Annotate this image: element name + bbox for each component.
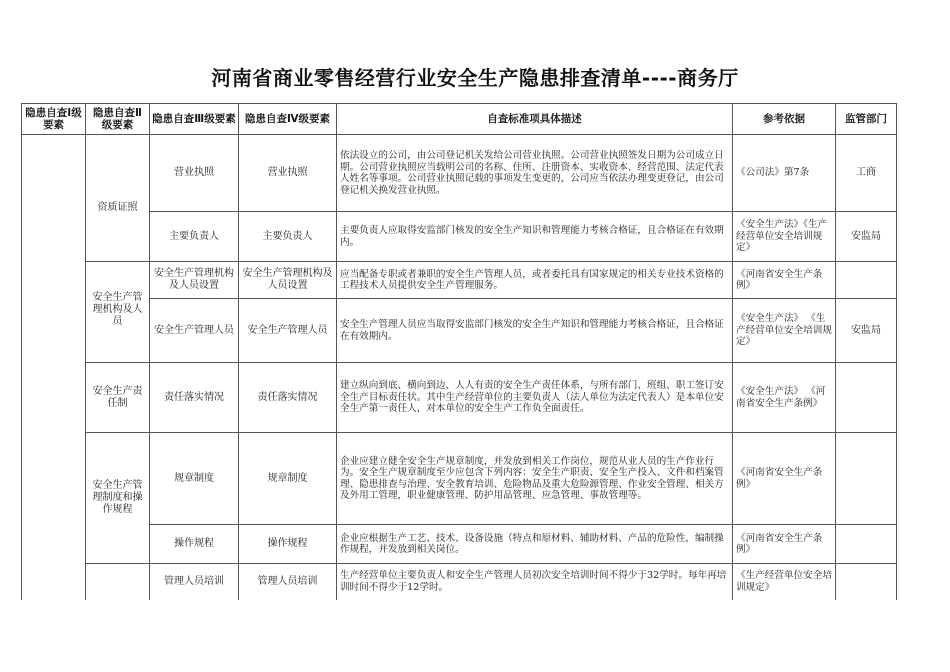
hazard-checklist-table xyxy=(21,103,897,600)
reference-cell: 《安全生产法》《生产经营单位安全培训规定》 xyxy=(733,212,836,262)
description-cell: 依法设立的公司，由公司登记机关发给公司营业执照。公司营业执照签发日期为公司成立日期。公司营业执照应当载明公司的名称、住所、注册资本、实收资本、经营范围、法定代表人姓名等事项。公司营业执照记载的事项发生变更的，公司应当依法办理变更登记，由公司登记机关换发营业执照。 xyxy=(337,135,733,212)
description-cell: 建立纵向到底、横向到边、人人有责的安全生产责任体系，与所有部门、班组、职工签订安全生产目标责任状。其中生产经营单位的主要负责人（法人单位为法定代表人）是本单位安全生产第一责任人，对本单位的安全生产工作负全面责任。 xyxy=(337,363,733,433)
department-cell xyxy=(836,262,897,299)
level3-cell: 规章制度 xyxy=(150,433,239,525)
level3-cell: 营业执照 xyxy=(150,135,239,212)
description-cell: 主要负责人应取得安监部门核发的安全生产知识和管理能力考核合格证，且合格证在有效期内。 xyxy=(337,212,733,262)
table-row xyxy=(22,299,897,363)
description-cell: 应当配备专职或者兼职的安全生产管理人员，或者委托具有国家规定的相关专业技术资格的工程技术人员提供安全生产管理服务。 xyxy=(337,262,733,299)
level3-cell: 主要负责人 xyxy=(150,212,239,262)
header-level4: 隐患自查Ⅳ级要素 xyxy=(239,104,337,135)
level4-cell: 安全生产管理机构及人员设置 xyxy=(239,262,337,299)
level3-cell: 操作规程 xyxy=(150,525,239,564)
description-cell: 企业应根据生产工艺、技术、设备设施（特点和原材料、辅助材料、产品的危险性，编制操作规程，并发放到相关岗位。 xyxy=(337,525,733,564)
department-cell xyxy=(836,363,897,433)
header-reference: 参考依据 xyxy=(733,104,836,135)
reference-cell: 《生产经营单位安全培训规定》 xyxy=(733,564,836,600)
level2-cell: 安全生产责任制 xyxy=(86,363,150,433)
level2-cell: 安全生产管理制度和操作规程 xyxy=(86,433,150,564)
level4-cell: 管理人员培训 xyxy=(239,564,337,600)
reference-cell: 《河南省安全生产条例》 xyxy=(733,262,836,299)
reference-cell: 《安全生产法》 《河南省安全生产条例》 xyxy=(733,363,836,433)
level2-cell: 安全生产管理机构及人员 xyxy=(86,262,150,363)
description-cell: 企业应建立健全安全生产规章制度，并发放到相关工作岗位，规范从业人员的生产作业行为。安全生产规章制度至少应包含下列内容：安全生产职责、安全生产投入、文件和档案管理、隐患排查与治理、安全教育培训、危险物品及重大危险源管理、作业安全管理、相关方及外用工管理，职业健康管理、防护用品管理、应急管理、事故管理等。 xyxy=(337,433,733,525)
level4-cell: 主要负责人 xyxy=(239,212,337,262)
table-row xyxy=(22,433,897,525)
level3-cell: 安全生产管理人员 xyxy=(150,299,239,363)
department-cell xyxy=(836,525,897,564)
table-row xyxy=(22,564,897,600)
level3-cell: 责任落实情况 xyxy=(150,363,239,433)
level4-cell: 营业执照 xyxy=(239,135,337,212)
department-cell xyxy=(836,433,897,525)
table-row xyxy=(22,363,897,433)
level4-cell: 操作规程 xyxy=(239,525,337,564)
level2-cell: 资质证照 xyxy=(86,135,150,262)
level2-cell xyxy=(86,564,150,600)
level4-cell: 责任落实情况 xyxy=(239,363,337,433)
level4-cell: 规章制度 xyxy=(239,433,337,525)
level1-cell xyxy=(22,135,86,600)
table-row xyxy=(22,262,897,299)
table-row xyxy=(22,135,897,212)
header-level1: 隐患自查Ⅰ级要素 xyxy=(22,104,86,135)
table-row xyxy=(22,525,897,564)
header-description: 自查标准项具体描述 xyxy=(337,104,733,135)
header-level3: 隐患自查Ⅲ级要素 xyxy=(150,104,239,135)
reference-cell: 《河南省安全生产条例》 xyxy=(733,433,836,525)
description-cell: 生产经营单位主要负责人和安全生产管理人员初次安全培训时间不得少于32学时。每年再培训时间不得少于12学时。 xyxy=(337,564,733,600)
level3-cell: 管理人员培训 xyxy=(150,564,239,600)
department-cell xyxy=(836,564,897,600)
level4-cell: 安全生产管理人员 xyxy=(239,299,337,363)
reference-cell: 《河南省安全生产条例》 xyxy=(733,525,836,564)
reference-cell: 《安全生产法》 《生产经营单位安全培训规定》 xyxy=(733,299,836,363)
header-department: 监管部门 xyxy=(836,104,897,135)
reference-cell: 《公司法》第7条 xyxy=(733,135,836,212)
department-cell: 安监局 xyxy=(836,212,897,262)
description-cell: 安全生产管理人员应当取得安监部门核发的安全生产知识和管理能力考核合格证，且合格证在有效期内。 xyxy=(337,299,733,363)
page-title: 河南省商业零售经营行业安全生产隐患排查清单----商务厅 xyxy=(211,66,739,90)
department-cell: 工商 xyxy=(836,135,897,212)
header-level2: 隐患自查Ⅱ级要素 xyxy=(86,104,150,135)
level3-cell: 安全生产管理机构及人员设置 xyxy=(150,262,239,299)
table-row xyxy=(22,212,897,262)
table-header-row xyxy=(22,104,897,135)
department-cell: 安监局 xyxy=(836,299,897,363)
